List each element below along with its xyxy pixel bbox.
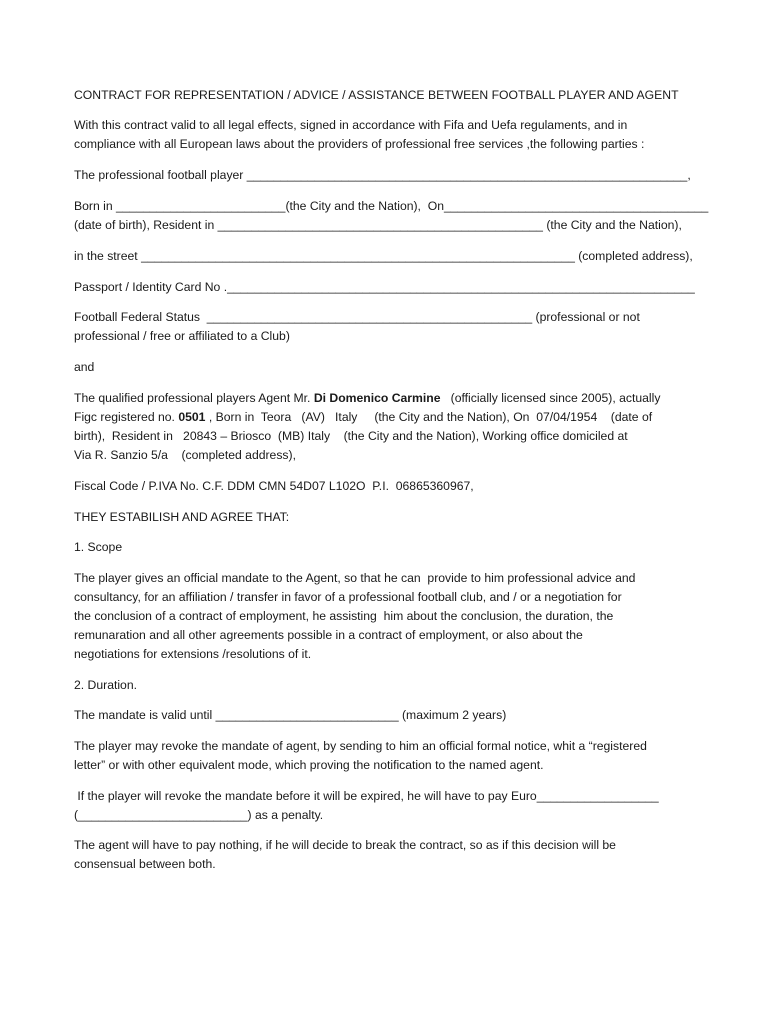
revoke-line-2: letter” or with other equivalent mode, which proving the notification to the named agent. xyxy=(74,758,544,772)
agent-line-2-prefix: Figc registered no. xyxy=(74,410,179,424)
agent-name: Di Domenico Carmine xyxy=(313,391,441,405)
agent-pay-line-2: consensual between both. xyxy=(74,857,216,871)
scope-heading: 1. Scope xyxy=(74,540,123,554)
agent-line-1 xyxy=(74,391,660,406)
agent-line-4: Via R. Sanzio 5/a (completed address), xyxy=(74,448,296,462)
player-name-line: The professional football player _________________________________________________________________, xyxy=(74,168,691,182)
agent-line-1-prefix: The qualified professional players Agent Mr. xyxy=(74,391,314,405)
agent-line-1-suffix: (officially licensed since 2005), actually xyxy=(440,391,661,405)
agent-registration-no: 0501 xyxy=(178,410,206,424)
scope-line-1: The player gives an official mandate to the Agent, so that he can provide to him professional advice and xyxy=(74,571,636,585)
penalty-line-2: (_________________________) as a penalty. xyxy=(74,808,324,822)
scope-line-5: negotiations for extensions /resolutions of it. xyxy=(74,647,312,661)
agent-line-2-suffix: , Born in Teora (AV) Italy (the City and the Nation), On 07/04/1954 (date of xyxy=(205,410,653,424)
federal-status-line-1: Football Federal Status ________________________________________________ (professional or not xyxy=(74,310,640,324)
agent-line-2 xyxy=(74,410,652,425)
contract-title: CONTRACT FOR REPRESENTATION / ADVICE / ASSISTANCE BETWEEN FOOTBALL PLAYER AND AGENT xyxy=(74,88,679,102)
duration-valid-line: The mandate is valid until ___________________________ (maximum 2 years) xyxy=(74,708,507,722)
scope-line-3: the conclusion of a contract of employment, he assisting him about the conclusion, the duration, the xyxy=(74,609,614,623)
and-word: and xyxy=(74,360,95,374)
player-passport-line: Passport / Identity Card No ._____________________________________________________________________ xyxy=(74,280,695,294)
scope-line-2: consultancy, for an affiliation / transfer in favor of a professional football club, and / or a negotiation for xyxy=(74,590,622,604)
player-born-line: Born in _________________________(the City and the Nation), On_______________________________________ xyxy=(74,199,709,213)
player-resident-line: (date of birth), Resident in ________________________________________________ (the City and the Nation), xyxy=(74,218,682,232)
revoke-line-1: The player may revoke the mandate of agent, by sending to him an official formal notice, whit a “registered xyxy=(74,739,647,753)
intro-line-2: compliance with all European laws about the providers of professional free services ,the following parties : xyxy=(74,137,645,151)
agree-heading: THEY ESTABILISH AND AGREE THAT: xyxy=(74,510,290,524)
federal-status-line-2: professional / free or affiliated to a Club) xyxy=(74,329,290,343)
duration-heading: 2. Duration. xyxy=(74,678,138,692)
agent-pay-line-1: The agent will have to pay nothing, if he will decide to break the contract, so as if this decision will be xyxy=(74,838,616,852)
intro-line-1: With this contract valid to all legal effects, signed in accordance with Fifa and Uefa regulaments, and in xyxy=(74,118,628,132)
scope-line-4: remunaration and all other agreements possible in a contract of employment, or also about the xyxy=(74,628,583,642)
penalty-line-1: If the player will revoke the mandate before it will be expired, he will have to pay Euro__________________ xyxy=(74,789,659,803)
player-street-line: in the street ________________________________________________________________ (completed address), xyxy=(74,249,693,263)
agent-line-3: birth), Resident in 20843 – Briosco (MB) Italy (the City and the Nation), Working office domiciled at xyxy=(74,429,628,443)
fiscal-code-line: Fiscal Code / P.IVA No. C.F. DDM CMN 54D07 L102O P.I. 06865360967, xyxy=(74,479,474,493)
